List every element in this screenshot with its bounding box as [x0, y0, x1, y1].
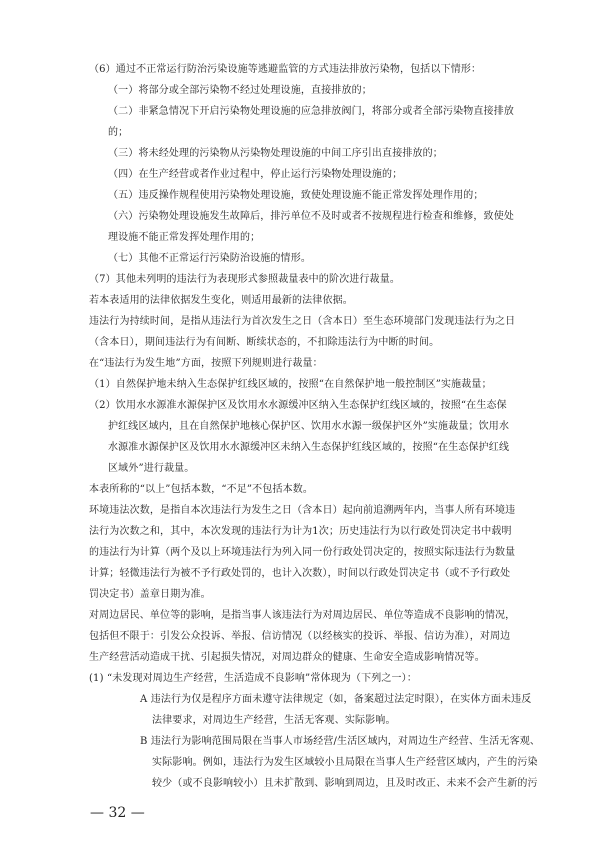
text-line: （五）违反操作规程使用污染物处理设施，致使处理设施不能正常发挥处理作用的； — [108, 190, 484, 201]
text-line: （7）其他未列明的违法行为表现形式参照裁量表中的阶次进行裁量。 — [89, 274, 401, 285]
text-line: 理设施不能正常发挥处理作用的； — [108, 232, 261, 243]
text-line: 生产经营活动造成干扰、引起损失情况，对周边群众的健康、生命安全造成影响情况等。 — [89, 652, 485, 663]
text-line: （二）非紧急情况下开启污染物处理设施的应急排放阀门，将部分或者全部污染物直接排放 — [108, 106, 514, 117]
text-line: （三）将未经处理的污染物从污染物处理设施的中间工序引出直接排放的； — [108, 148, 443, 159]
text-line: 护红线区域内，且在自然保护地核心保护区、饮用水水源一级保护区外”实施裁量；饮用水 — [108, 421, 510, 432]
text-line: 本表所称的“以上”包括本数，“不足”不包括本数。 — [89, 484, 314, 495]
text-line: 的违法行为计算（两个及以上环境违法行为列入同一份行政处罚决定的，按照实际违法行为数量 — [89, 547, 516, 558]
text-line: （2）饮用水水源准水源保护区及饮用水水源缓冲区纳入生态保护红线区域的，按照“在生态保 — [89, 400, 507, 411]
text-line: 在“违法行为发生地”方面，按照下列规则进行裁量： — [89, 358, 323, 369]
text-line: 较少（或不良影响较小）且未扩散到、影响到周边，且及时改正、未来不会产生新的污 — [152, 778, 538, 789]
text-line: 的； — [108, 127, 129, 138]
text-line: 若本表适用的法律依据发生变化，则适用最新的法律依据。 — [89, 295, 353, 306]
text-line: （四）在生产经营或者作业过程中，停止运行污染物处理设施的； — [108, 169, 403, 180]
text-line: （一）将部分或全部污染物不经过处理设施，直接排放的； — [108, 85, 372, 96]
text-line: （七）其他不正常运行污染防治设施的情形。 — [108, 253, 311, 264]
text-line: B 违法行为影响范围局限在当事人市场经营/生活区域内，对周边生产经营、生活无客观、 — [140, 736, 541, 747]
text-line: 计算；轻微违法行为被不予行政处罚的，也计入次数），时间以行政处罚决定书（或不予行政处 — [89, 568, 511, 579]
text-line: 违法行为持续时间，是指从违法行为首次发生之日（含本日）至生态环境部门发现违法行为之日 — [89, 316, 516, 327]
text-line: 包括但不限于：引发公众投诉、举报、信访情况（以经核实的投诉、举报、信访为准），对周边 — [89, 631, 511, 642]
text-line: 对周边居民、单位等的影响，是指当事人该违法行为对周边居民、单位等造成不良影响的情况， — [89, 610, 516, 621]
text-line: 环境违法次数，是指自本次违法行为发生之日（含本日）起向前追溯两年内，当事人所有环境违 — [89, 505, 516, 516]
text-line: 罚决定书）盖章日期为准。 — [89, 589, 211, 600]
text-line: （1）自然保护地未纳入生态保护红线区域的，按照“在自然保护地一般控制区”实施裁量； — [89, 379, 492, 390]
text-line: 实际影响。例如，违法行为发生区域较小且局限在当事人生产经营区域内，产生的污染 — [152, 757, 538, 768]
page-number: — 32 — — [90, 805, 145, 821]
text-line: （六）污染物处理设施发生故障后，排污单位不及时或者不按规程进行检查和维修，致使处 — [108, 211, 514, 222]
text-line: （含本日），期间违法行为有间断、断续状态的，不扣除违法行为中断的时间。 — [89, 337, 440, 348]
text-line: 法律要求，对周边生产经营，生活无客观、实际影响。 — [152, 715, 396, 726]
text-line: A 违法行为仅是程序方面未遵守法律规定（如，备案超过法定时限），在实体方面未违反 — [140, 694, 532, 705]
text-line: 法行为次数之和，其中，本次发现的违法行为计为1次；历史违法行为以行政处罚决定书中载明 — [89, 526, 512, 537]
text-line: (1) “未发现对周边生产经营，生活造成不良影响”常体现为（下列之一）： — [89, 673, 417, 684]
text-line: 区域外”进行裁量。 — [108, 463, 195, 474]
text-line: 水源准水源保护区及饮用水水源缓冲区未纳入生态保护红线区域的，按照“在生态保护红线 — [108, 442, 510, 453]
text-line: （6）通过不正常运行防治污染设施等逃避监管的方式违法排放污染物，包括以下情形： — [89, 64, 482, 75]
